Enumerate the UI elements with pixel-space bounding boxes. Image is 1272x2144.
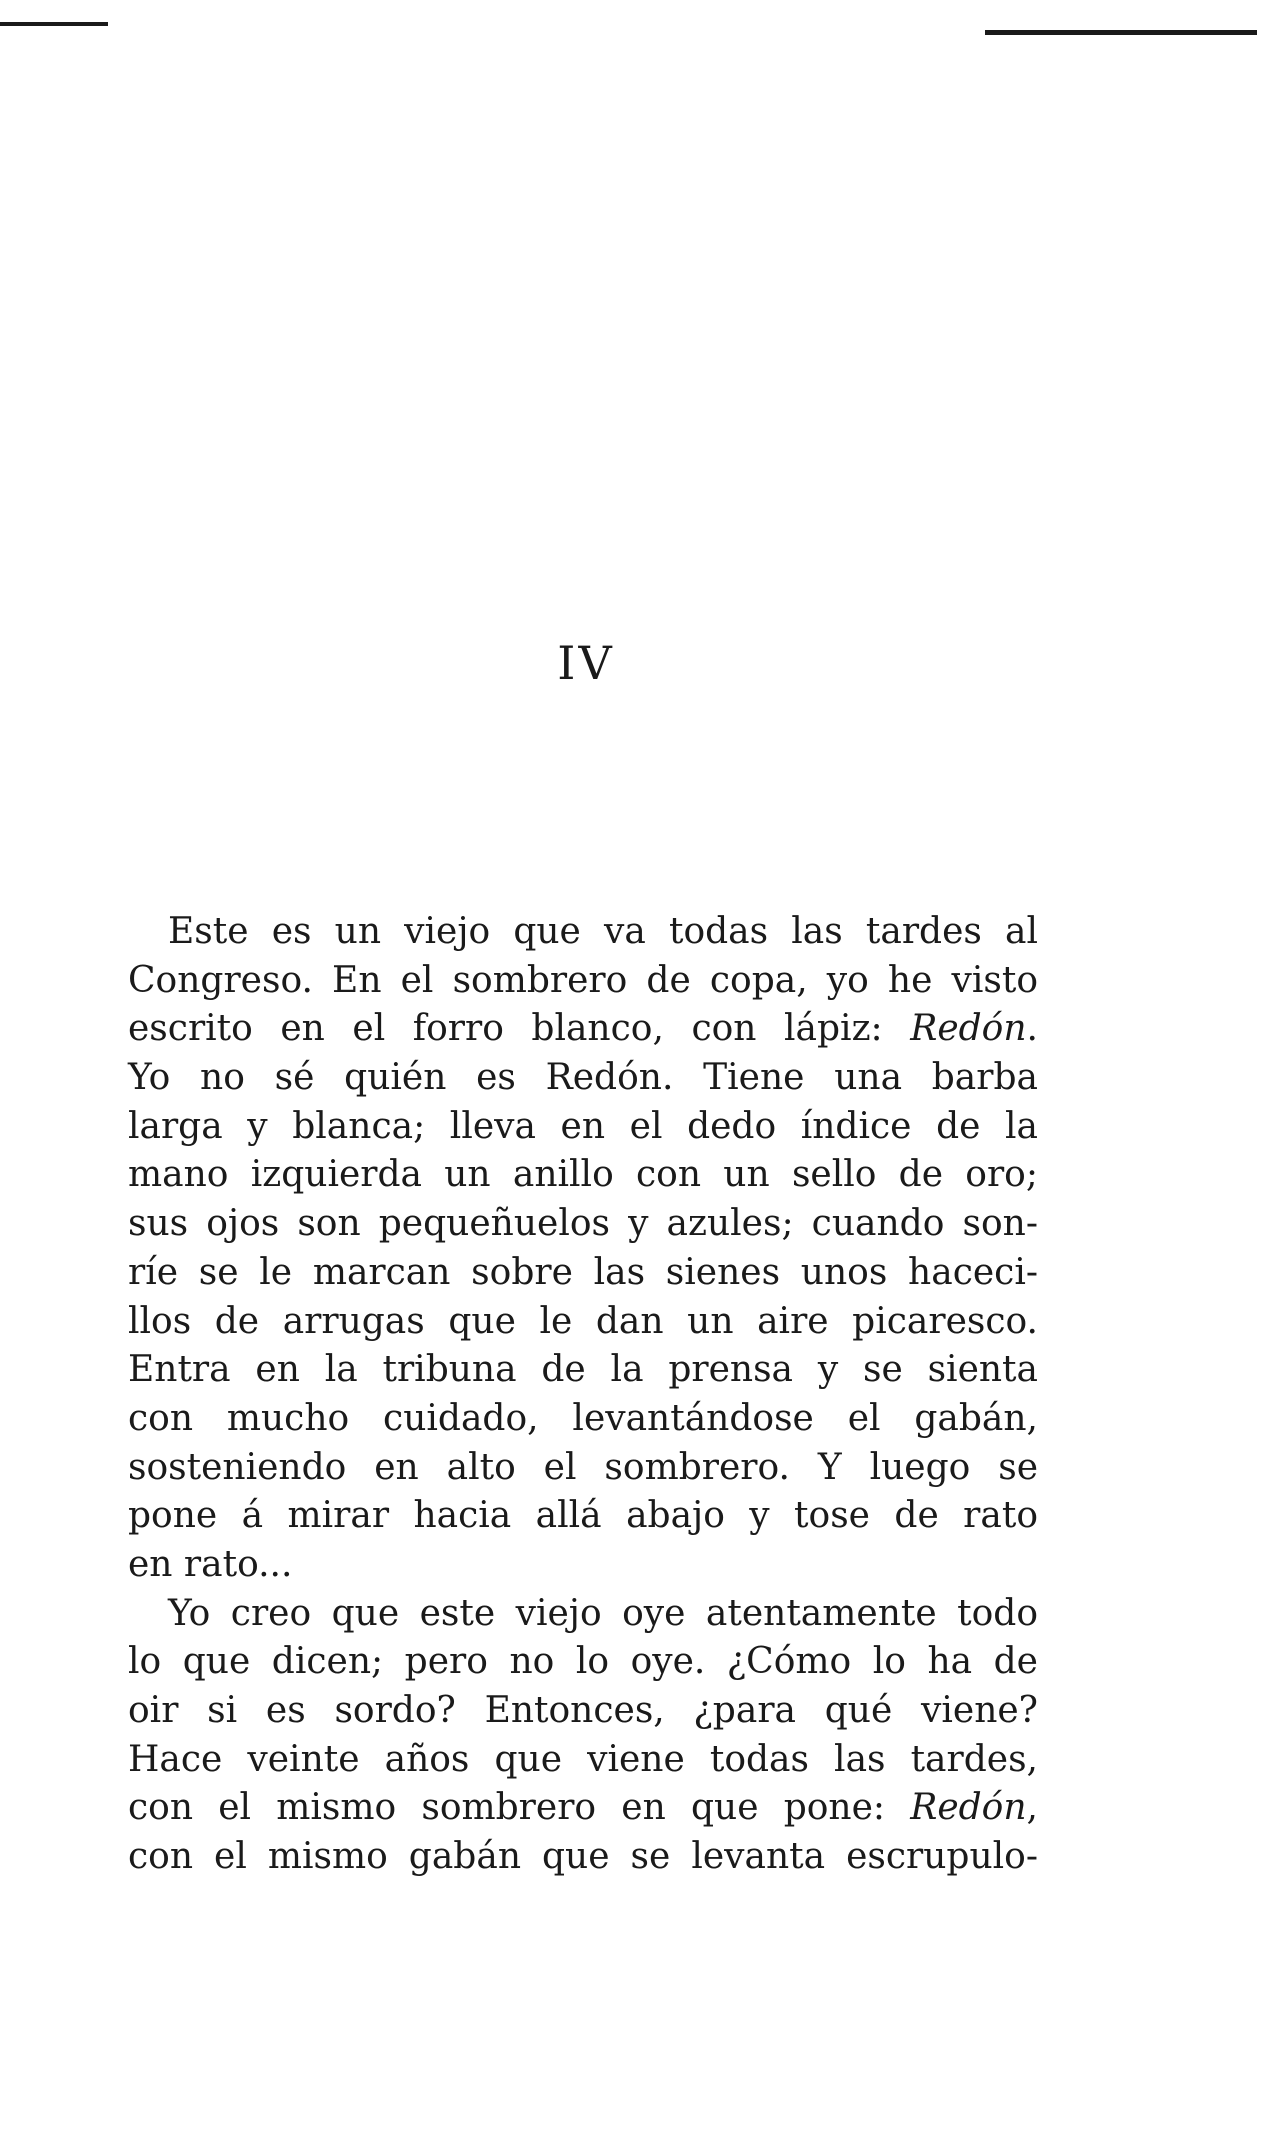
italic-name: Redón [910,1787,1027,1829]
text-line: sus ojos son pequeñuelos y azules; cuando son- [128,1203,1038,1245]
text-line: ríe se le marcan sobre las sienes unos haceci- [128,1251,1038,1293]
text-line: Yo creo que este viejo oye atentamente todo [168,1592,1038,1634]
text-line: oir si es sordo? Entonces, ¿para qué viene? [128,1690,1038,1731]
paragraph-1 [128,908,1038,1590]
text-line: Congreso. En el sombrero de copa, yo he visto [128,959,1038,1001]
text-line: mano izquierda un anillo con un sello de oro; [128,1154,1038,1196]
text-line: pone á mirar hacia allá abajo y tose de rato [128,1495,1038,1537]
top-right-rule [985,30,1257,35]
text-line: con el mismo gabán que se levanta escrupulo- [128,1836,1038,1878]
text-line [128,1784,1038,1833]
text-line: lo que dicen; pero no lo oye. ¿Cómo lo ha de [128,1641,1038,1683]
text-fragment: escrito en el forro blanco, con lápiz: [128,1008,911,1050]
text-line: Este es un viejo que va todas las tardes al [168,911,1038,952]
text-line: sosteniendo en alto el sombrero. Y luego se [128,1446,1038,1488]
text-line: Yo no sé quién es Redón. Tiene una barba [128,1057,1038,1099]
text-line [128,1005,1038,1054]
text-line: larga y blanca; lleva en el dedo índice de la [128,1105,1038,1147]
body-text [128,908,1038,1882]
text-fragment: , [1026,1787,1038,1829]
text-fragment: . [1026,1008,1038,1050]
text-line: llos de arrugas que le dan un aire picaresco. [128,1300,1038,1342]
top-left-rule [0,22,108,26]
text-line: en rato... [128,1543,293,1585]
text-fragment: con el mismo sombrero en que pone: [128,1787,911,1829]
text-line: Hace veinte años que viene todas las tardes, [128,1738,1038,1780]
chapter-title: IV [557,636,615,690]
paragraph-2 [128,1590,1038,1882]
text-line: Entra en la tribuna de la prensa y se sienta [128,1349,1038,1391]
text-line: con mucho cuidado, levantándose el gabán, [128,1397,1038,1439]
italic-name: Redón [910,1008,1027,1050]
